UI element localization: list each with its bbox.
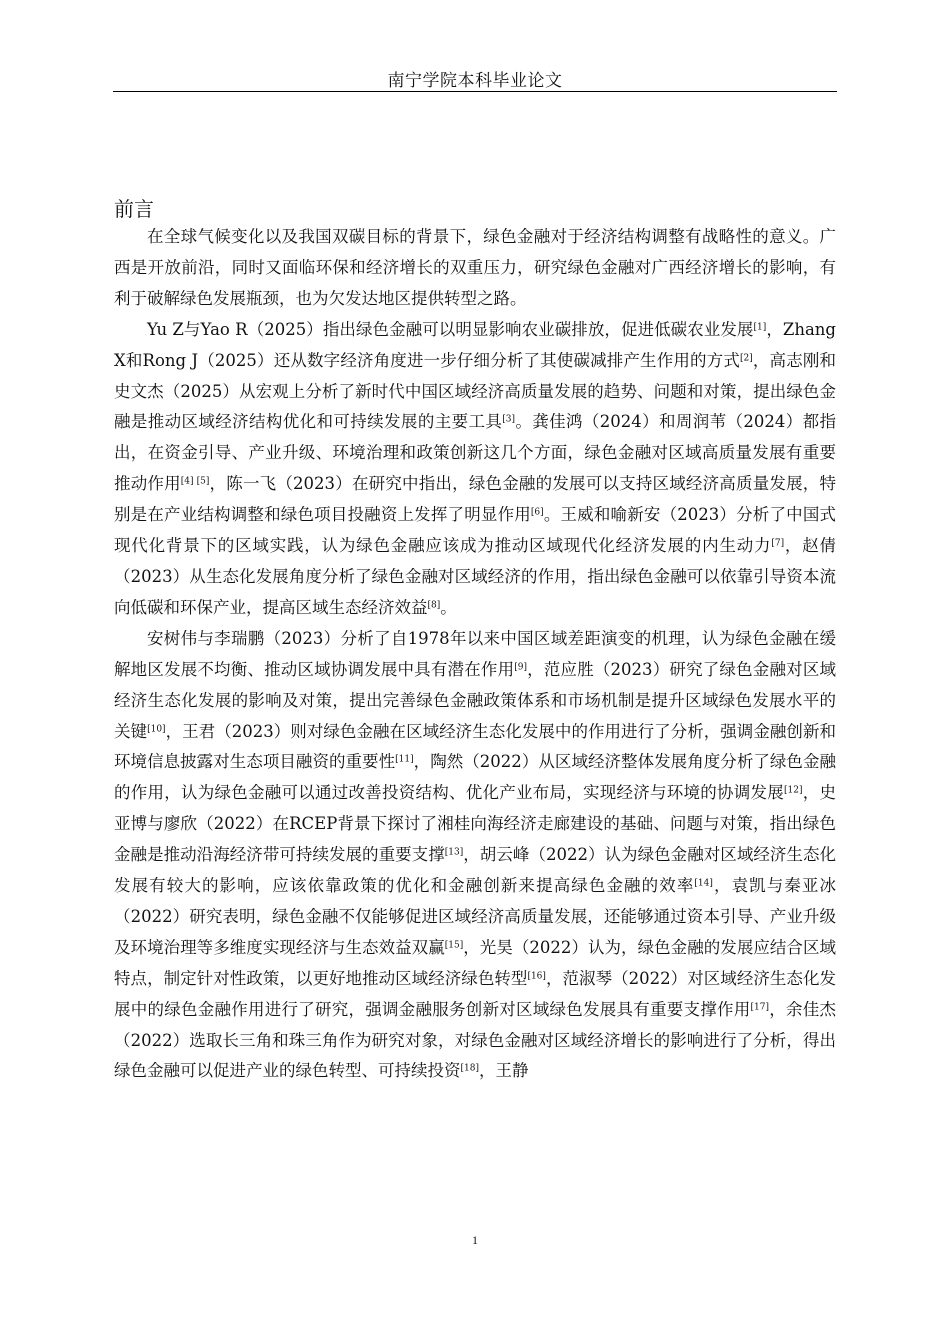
paragraph-text: ，陈一飞（2023）在研究中指出，绿色金融的发展可以支持区域经济高质量发展，特别是在产业结构调整和绿色项目投融资上发挥了明显作用 (114, 474, 836, 525)
citation-marker: [1] (753, 322, 767, 333)
paragraph-text: 在全球气候变化以及我国双碳目标的背景下，绿色金融对于经济结构调整有战略性的意义。广西是开放前沿，同时又面临环保和经济增长的双重压力，研究绿色金融对广西经济增长的影响，有利于破解绿色发展瓶颈，也为欠发达地区提供转型之路。 (114, 227, 836, 308)
citation-marker: [4] [5] (180, 476, 210, 487)
section-heading: 前言 (114, 197, 154, 221)
paragraph-text: 。 (440, 597, 457, 617)
paragraph-text: ，胡云峰（2022）认为绿色金融对区域经济生态化发展有较大的影响，应该依靠政策的优化和金融创新来提高绿色金融的效率 (114, 845, 837, 896)
header-rule (113, 91, 837, 92)
citation-marker: [6] (530, 507, 544, 518)
page-header-title: 南宁学院本科毕业论文 (387, 71, 563, 91)
paragraph-text: ，高志刚和史文杰（2025）从宏观上分析了新时代中国区域经济高质量发展的趋势、问题和对策，提出绿色金融是推动区域经济结构优化和可持续发展的主要工具 (114, 350, 836, 432)
paragraph-text: 。龚佳鸿（2024）和周润苇（2024）都指出，在资金引导、产业升级、环境治理和政策创新这几个方面，绿色金融对区域高质量发展有重要推动作用 (114, 412, 837, 494)
paragraph-text: ，王君（2023）则对绿色金融在区域经济生态化发展中的作用进行了分析，强调金融创新和环境信息披露对生态项目融资的重要性 (114, 721, 836, 772)
paragraph-text: ，袁凯与秦亚冰（2022）研究表明，绿色金融不仅能够促进区域经济高质量发展，还能够通过资本引导、产业升级及环境治理等多维度实现经济与生态效益双赢 (114, 876, 837, 957)
citation-marker: [12] (784, 785, 803, 796)
body-text (114, 222, 836, 1087)
paragraph-text: ，王静 (478, 1061, 529, 1081)
paragraph-text: ，Zhang X和Rong J（2025）还从数字经济角度进一步仔细分析了其使碳减排产生作用的方式 (114, 319, 836, 370)
paragraph-text: 安树伟与李瑞鹏（2023）分析了自1978年以来中国区域差距演变的机理，认为绿色金融在缓解地区发展不均衡、推动区域协调发展中具有潜在作用 (114, 628, 836, 679)
paragraph-text: ，史亚博与廖欣（2022）在RCEP背景下探讨了湘桂向海经济走廊建设的基础、问题与对策，指出绿色金融是推动沿海经济带可持续发展的重要支撑 (114, 783, 837, 865)
citation-marker: [16] (527, 971, 546, 982)
paragraph-1 (114, 222, 836, 315)
paragraph-text: ，赵倩（2023）从生态化发展角度分析了绿色金融对区域经济的作用，指出绿色金融可以依靠引导资本流向低碳和环保产业，提高区域生态经济效益 (114, 536, 837, 617)
citation-marker: [11] (395, 754, 414, 765)
paragraph-text: ，范淑琴（2022）对区域经济生态化发展中的绿色金融作用进行了研究，强调金融服务创新对区域绿色发展具有重要支撑作用 (114, 968, 837, 1019)
citation-marker: [15] (444, 940, 464, 951)
paragraph-text: ，范应胜（2023）研究了绿色金融对区域经济生态化发展的影响及对策，提出完善绿色金融政策体系和市场机制是提升区域绿色发展水平的关键 (114, 659, 836, 741)
page-number: 1 (472, 1233, 478, 1247)
paragraph-3 (114, 624, 836, 1088)
paragraph-text: ，光昊（2022）认为，绿色金融的发展应结合区域特点，制定针对性政策，以更好地推动区域经济绿色转型 (114, 937, 837, 988)
paragraph-text: 。王威和喻新安（2023）分析了中国式现代化背景下的区域实践，认为绿色金融应该成为推动区域现代化经济发展的内生动力 (114, 505, 836, 556)
citation-marker: [3] (502, 414, 515, 425)
paragraph-text: ，余佳杰（2022）选取长三角和珠三角作为研究对象，对绿色金融对区域经济增长的影响进行了分析，得出绿色金融可以促进产业的绿色转型、可持续投资 (114, 999, 837, 1081)
citation-marker: [14] (694, 878, 713, 889)
citation-marker: [7] (771, 538, 785, 549)
paragraph-text: ，陶然（2022）从区域经济整体发展角度分析了绿色金融的作用，认为绿色金融可以通过改善投资结构、优化产业布局，实现经济与环境的协调发展 (114, 752, 837, 803)
citation-marker: [9] (514, 662, 527, 673)
citation-marker: [8] (427, 600, 441, 611)
paragraph-2 (114, 315, 836, 624)
citation-marker: [18] (460, 1063, 479, 1074)
citation-marker: [10] (147, 723, 166, 734)
citation-marker: [13] (444, 847, 464, 858)
citation-marker: [2] (739, 353, 753, 364)
citation-marker: [17] (750, 1002, 769, 1013)
paragraph-text: Yu Z与Yao R（2025）指出绿色金融可以明显影响农业碳排放，促进低碳农业发展 (147, 319, 754, 339)
